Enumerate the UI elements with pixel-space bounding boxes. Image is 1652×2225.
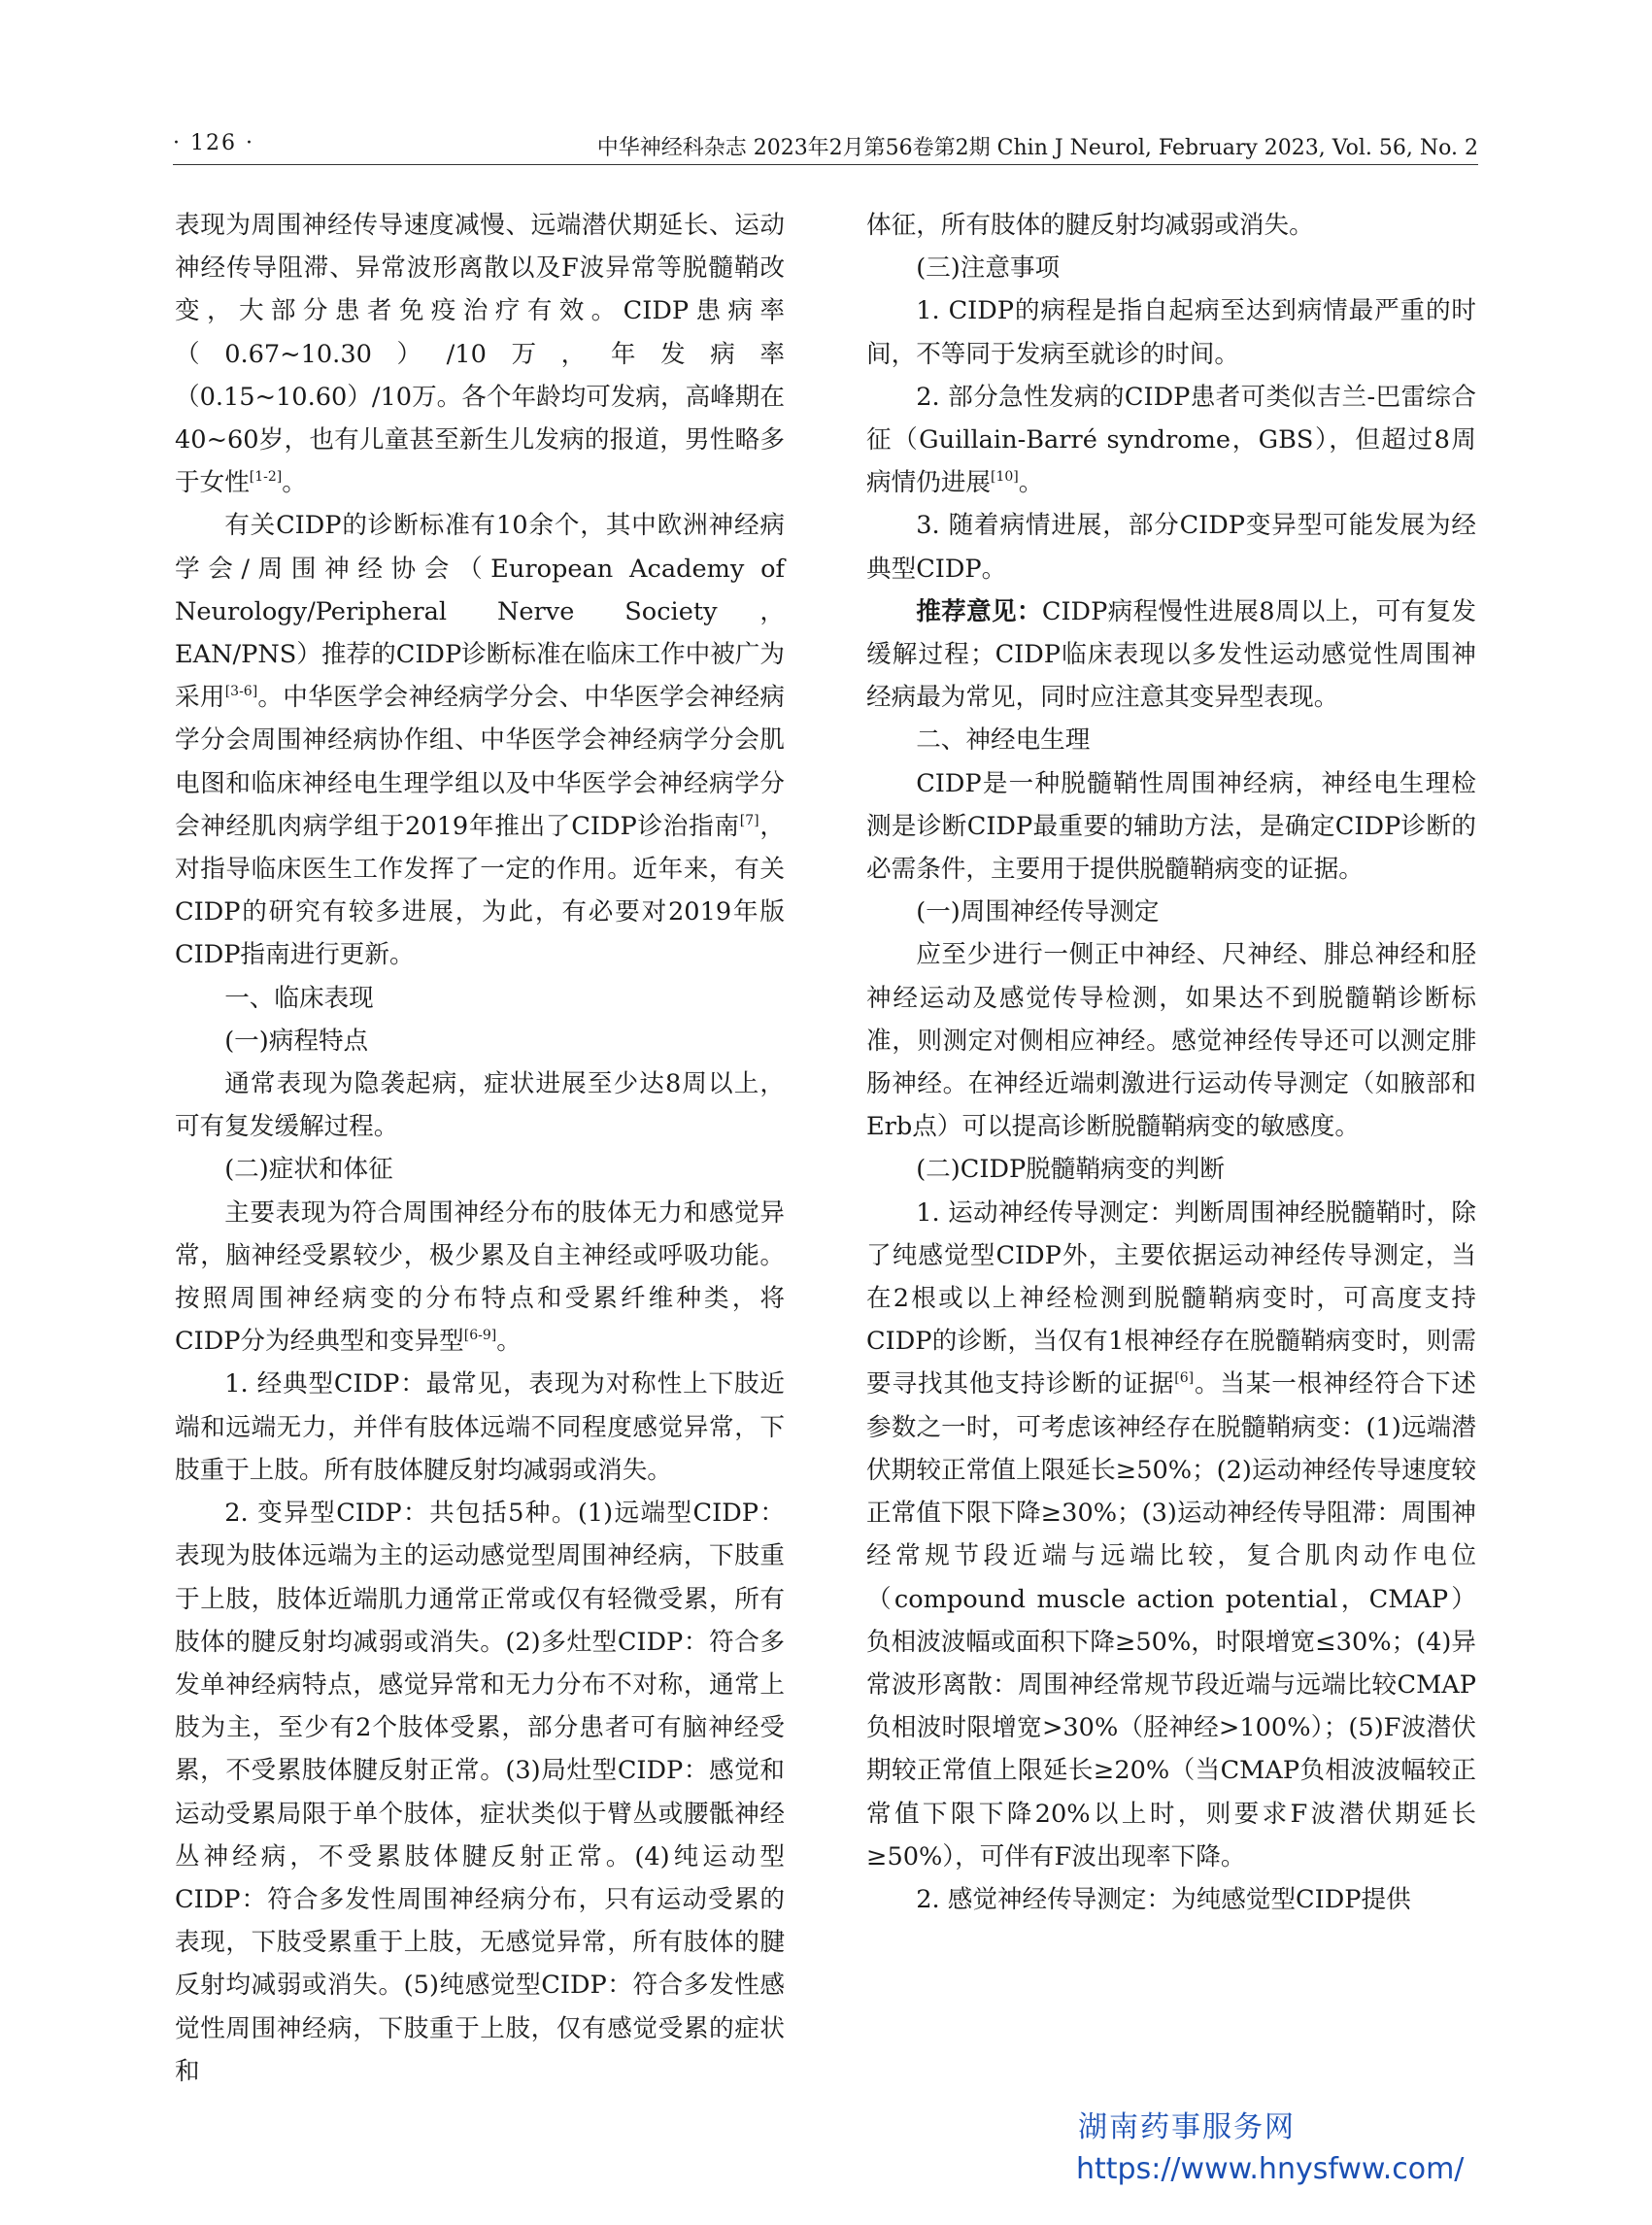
paragraph: 体征，所有肢体的腱反射均减弱或消失。: [866, 211, 1314, 240]
paragraph: 2. 变异型CIDP：共包括5种。(1)远端型CIDP：表现为肢体远端为主的运动感觉型周围神经病，下肢重于上肢，肢体近端肌力通常正常或仅有轻微受累，所有肢体的腱反射均减弱或消失。(2)多灶型CIDP：符合多发单神经病特点，感觉异常和无力分布不对称，通常上肢为主，至少有2个肢体受累，部分患者可有脑神经受累，不受累肢体腱反射正常。(3)局灶型CIDP：感觉和运动受累局限于单个肢体，症状类似于臂丛或腰骶神经丛神经病，不受累肢体腱反射正常。(4)纯运动型CIDP：符合多发性周围神经病分布，只有运动受累的表现，下肢受累重于上肢，无感觉异常，所有肢体的腱反射均减弱或消失。(5)纯感觉型CIDP：符合多发性感觉性周围神经病，下肢重于上肢，仅有感觉受累的症状和: [175, 1499, 785, 2086]
reference-mark[interactable]: [1-2]: [249, 469, 283, 486]
subsection-heading: (一)病程特点: [224, 1026, 369, 1056]
section-heading: 二、神经电生理: [916, 725, 1091, 756]
reference-mark[interactable]: [7]: [739, 812, 759, 828]
paragraph: 1. 运动神经传导测定：判断周围神经脱髓鞘时，除了纯感觉型CIDP外，主要依据运动神经传导测定，当在2根或以上神经检测到脱髓鞘病变时，可高度支持CIDP的诊断，当仅有1根神经存在脱髓鞘病变时，则需要寻找其他支持诊断的证据[6]。当某一根神经符合下述参数之一时，可考虑该神经存在脱髓鞘病变：(1)远端潜伏期较正常值上限延长≥50%；(2)运动神经传导速度较正常值下限下降≥30%；(3)运动神经传导阻滞：周围神经常规节段近端与远端比较，复合肌肉动作电位（compound muscle action potential，CMAP）负相波波幅或面积下降≥50%，时限增宽≤30%；(4)异常波形离散：周围神经常规节段近端与远端比较CMAP负相波时限增宽>30%（胫神经>100%）；(5)F波潜伏期较正常值上限延长≥20%（当CMAP负相波波幅较正常值下限下降20%以上时，则要求F波潜伏期延长≥50%），可伴有F波出现率下降。: [866, 1197, 1477, 1871]
reference-mark[interactable]: [10]: [990, 469, 1019, 486]
paragraph: 主要表现为符合周围神经分布的肢体无力和感觉异常，脑神经受累较少，极少累及自主神经或呼吸功能。按照周围神经病变的分布特点和受累纤维种类，将CIDP分为经典型和变异型[6-9]。: [175, 1197, 785, 1357]
reference-mark[interactable]: [6]: [1174, 1370, 1195, 1387]
paragraph: 1. CIDP的病程是指自起病至达到病情最严重的时间，不等同于发病至就诊的时间。: [866, 296, 1476, 369]
running-header: [173, 131, 1478, 165]
section-heading: 一、临床表现: [224, 983, 374, 1013]
right-column: [866, 204, 1476, 1921]
watermark-site-name: 湖南药事服务网: [1078, 2110, 1296, 2144]
subsection-heading: (三)注意事项: [916, 253, 1061, 284]
paragraph: 表现为周围神经传导速度减慢、远端潜伏期延长、运动神经传导阻滞、异常波形离散以及F波异常等脱髓鞘改变，大部分患者免疫治疗有效。CIDP患病率（0.67~10.30）/10万，年发病率（0.15~10.60）/10万。各个年龄均可发病，高峰期在40~60岁，也有儿童甚至新生儿发病的报道，男性略多于女性[1-2]。: [175, 211, 785, 498]
reference-mark[interactable]: [6-9]: [463, 1328, 497, 1344]
paragraph: 有关CIDP的诊断标准有10余个，其中欧洲神经病学会/周围神经协会（European Academy of Neurology/Peripheral Nerve Society，EAN/PNS）推荐的CIDP诊断标准在临床工作中被广为采用[3-6]。中华医学会神经病学分会、中华医学会神经病学分会周围神经病协作组、中华医学会神经病学分会肌电图和临床神经电生理学组以及中华医学会神经病学分会神经肌肉病学组于2019年推出了CIDP诊治指南[7]，对指导临床医生工作发挥了一定的作用。近年来，有关CIDP的研究有较多进展，为此，有必要对2019年版CIDP指南进行更新。: [175, 511, 785, 970]
subsection-heading: (二)CIDP脱髓鞘病变的判断: [916, 1155, 1225, 1185]
subsection-heading: (一)周围神经传导测定: [916, 897, 1160, 927]
paragraph: 3. 随着病情进展，部分CIDP变异型可能发展为经典型CIDP。: [866, 511, 1476, 584]
paragraph: 应至少进行一侧正中神经、尺神经、腓总神经和胫神经运动及感觉传导检测，如果达不到脱髓鞘诊断标准，则测定对侧相应神经。感觉神经传导还可以测定腓肠神经。在神经近端刺激进行运动传导测定（如腋部和Erb点）可以提高诊断脱髓鞘病变的敏感度。: [866, 940, 1476, 1142]
recommendation-label: 推荐意见：: [916, 596, 1042, 626]
paragraph: 1. 经典型CIDP：最常见，表现为对称性上下肢近端和远端无力，并伴有肢体远端不同程度感觉异常，下肢重于上肢。所有肢体腱反射均减弱或消失。: [175, 1369, 785, 1485]
paragraph: 2. 部分急性发病的CIDP患者可类似吉兰-巴雷综合征（Guillain-Barré syndrome，GBS），但超过8周病情仍进展[10]。: [866, 382, 1476, 498]
journal-citation: 中华神经科杂志 2023年2月第56卷第2期 Chin J Neurol, February 2023, Vol. 56, No. 2: [596, 136, 1478, 160]
paragraph: CIDP是一种脱髓鞘性周围神经病，神经电生理检测是诊断CIDP最重要的辅助方法，是确定CIDP诊断的必需条件，主要用于提供脱髓鞘病变的证据。: [866, 768, 1476, 885]
watermark-url[interactable]: https://www.hnysfww.com/: [1076, 2152, 1465, 2186]
left-column: [175, 204, 785, 2093]
paragraph: 通常表现为隐袭起病，症状进展至少达8周以上，可有复发缓解过程。: [175, 1069, 785, 1142]
reference-mark[interactable]: [3-6]: [224, 684, 258, 700]
paragraph: 2. 感觉神经传导测定：为纯感觉型CIDP提供: [916, 1884, 1411, 1914]
page-number: · 126 ·: [173, 131, 254, 155]
subsection-heading: (二)症状和体征: [224, 1155, 393, 1185]
recommendation: 推荐意见：CIDP病程慢性进展8周以上，可有复发缓解过程；CIDP临床表现以多发性运动感觉性周围神经病最为常见，同时应注意其变异型表现。: [866, 596, 1476, 713]
